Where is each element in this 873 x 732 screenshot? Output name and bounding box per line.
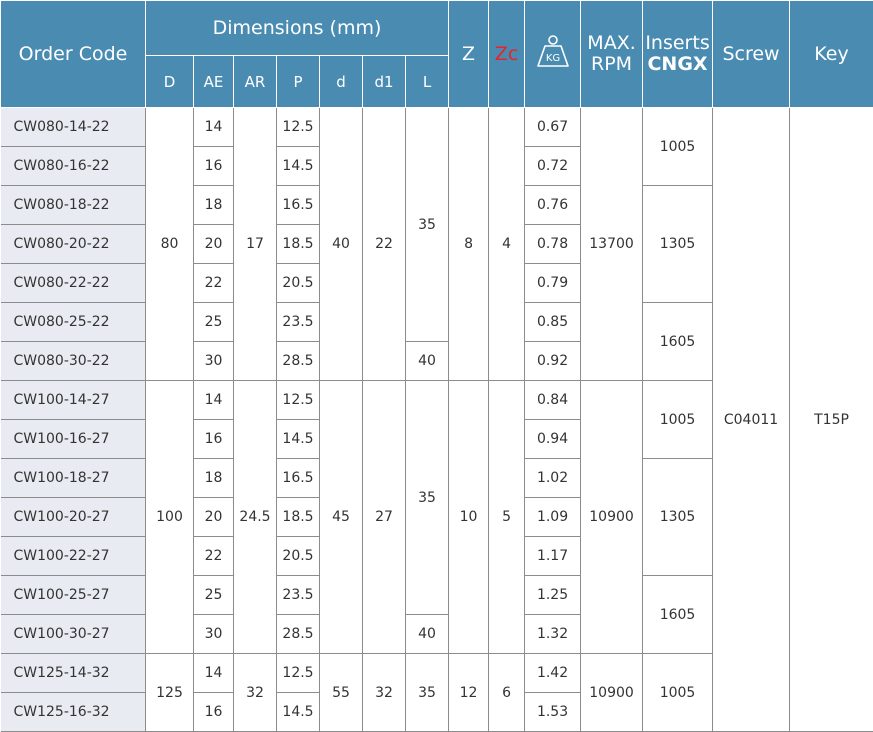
inserts-cell: 1005 <box>643 108 713 186</box>
inserts-cell: 1605 <box>643 576 713 654</box>
ae-cell: 14 <box>194 381 234 420</box>
d-small-cell: 45 <box>320 381 363 654</box>
p-cell: 23.5 <box>277 303 320 342</box>
z-cell: 12 <box>449 654 489 732</box>
header-max: MAX. <box>581 33 642 54</box>
kg-cell: 0.76 <box>525 186 581 225</box>
z-cell: 10 <box>449 381 489 654</box>
p-cell: 16.5 <box>277 186 320 225</box>
ae-cell: 14 <box>194 108 234 147</box>
order-code-cell: CW080-20-22 <box>1 225 146 264</box>
l-cell: 40 <box>406 342 449 381</box>
d-cell: 125 <box>146 654 194 732</box>
p-cell: 14.5 <box>277 693 320 732</box>
zc-cell: 5 <box>489 381 525 654</box>
header-d1: d1 <box>363 56 406 108</box>
header-zc <box>489 1 525 108</box>
kg-cell: 1.25 <box>525 576 581 615</box>
kg-cell: 0.67 <box>525 108 581 147</box>
kg-cell: 0.94 <box>525 420 581 459</box>
ae-cell: 25 <box>194 303 234 342</box>
order-code-cell: CW100-25-27 <box>1 576 146 615</box>
kg-cell: 0.84 <box>525 381 581 420</box>
ae-cell: 25 <box>194 576 234 615</box>
d-cell: 80 <box>146 108 194 381</box>
order-code-cell: CW100-14-27 <box>1 381 146 420</box>
p-cell: 14.5 <box>277 420 320 459</box>
ae-cell: 20 <box>194 498 234 537</box>
p-cell: 14.5 <box>277 147 320 186</box>
header-p: P <box>277 56 320 108</box>
ae-cell: 22 <box>194 264 234 303</box>
ar-cell: 32 <box>234 654 277 732</box>
header-zc-label: Zc <box>495 43 518 65</box>
kg-cell: 1.53 <box>525 693 581 732</box>
kg-cell: 0.79 <box>525 264 581 303</box>
ae-cell: 16 <box>194 147 234 186</box>
order-code-cell: CW080-25-22 <box>1 303 146 342</box>
kg-cell: 1.02 <box>525 459 581 498</box>
rpm-cell: 10900 <box>581 654 643 732</box>
p-cell: 12.5 <box>277 381 320 420</box>
l-cell: 35 <box>406 381 449 615</box>
ae-cell: 22 <box>194 537 234 576</box>
header-inserts-label: Inserts <box>643 33 712 54</box>
weight-kg-icon-text: KG <box>545 53 559 64</box>
d-small-cell: 55 <box>320 654 363 732</box>
p-cell: 20.5 <box>277 264 320 303</box>
rpm-cell: 13700 <box>581 108 643 381</box>
order-code-cell: CW125-14-32 <box>1 654 146 693</box>
kg-cell: 0.72 <box>525 147 581 186</box>
weight-kg-icon <box>534 33 572 71</box>
order-code-cell: CW080-22-22 <box>1 264 146 303</box>
d-small-cell: 40 <box>320 108 363 381</box>
p-cell: 12.5 <box>277 108 320 147</box>
order-code-cell: CW125-16-32 <box>1 693 146 732</box>
kg-cell: 0.85 <box>525 303 581 342</box>
header-ae: AE <box>194 56 234 108</box>
inserts-cell: 1605 <box>643 303 713 381</box>
l-cell: 35 <box>406 654 449 732</box>
kg-cell: 0.92 <box>525 342 581 381</box>
d-cell: 100 <box>146 381 194 654</box>
order-code-cell: CW080-18-22 <box>1 186 146 225</box>
ae-cell: 18 <box>194 459 234 498</box>
order-code-cell: CW100-22-27 <box>1 537 146 576</box>
p-cell: 12.5 <box>277 654 320 693</box>
order-code-cell: CW080-16-22 <box>1 147 146 186</box>
inserts-cell: 1305 <box>643 186 713 303</box>
ae-cell: 20 <box>194 225 234 264</box>
header-cngx: CNGX <box>643 54 712 75</box>
z-cell: 8 <box>449 108 489 381</box>
header-d-lower: d <box>320 56 363 108</box>
ae-cell: 14 <box>194 654 234 693</box>
table-row <box>1 108 873 147</box>
kg-cell: 1.32 <box>525 615 581 654</box>
zc-cell: 4 <box>489 108 525 381</box>
p-cell: 23.5 <box>277 576 320 615</box>
header-order-code: Order Code <box>1 1 146 108</box>
order-code-cell: CW100-16-27 <box>1 420 146 459</box>
p-cell: 20.5 <box>277 537 320 576</box>
order-code-cell: CW100-20-27 <box>1 498 146 537</box>
header-l: L <box>406 56 449 108</box>
header-max-rpm <box>581 1 643 108</box>
header-screw: Screw <box>713 1 790 108</box>
d1-cell: 27 <box>363 381 406 654</box>
p-cell: 28.5 <box>277 615 320 654</box>
ae-cell: 18 <box>194 186 234 225</box>
kg-cell: 1.42 <box>525 654 581 693</box>
zc-cell: 6 <box>489 654 525 732</box>
order-code-cell: CW100-18-27 <box>1 459 146 498</box>
kg-cell: 1.17 <box>525 537 581 576</box>
ar-cell: 17 <box>234 108 277 381</box>
l-cell: 40 <box>406 615 449 654</box>
d1-cell: 22 <box>363 108 406 381</box>
order-code-cell: CW100-30-27 <box>1 615 146 654</box>
key-cell: T15P <box>790 108 873 732</box>
ae-cell: 16 <box>194 693 234 732</box>
ae-cell: 30 <box>194 342 234 381</box>
header-inserts <box>643 1 713 108</box>
inserts-cell: 1005 <box>643 654 713 732</box>
inserts-cell: 1005 <box>643 381 713 459</box>
header-weight <box>525 1 581 108</box>
rpm-cell: 10900 <box>581 381 643 654</box>
header-d-upper: D <box>146 56 194 108</box>
kg-cell: 0.78 <box>525 225 581 264</box>
ar-cell: 24.5 <box>234 381 277 654</box>
p-cell: 18.5 <box>277 225 320 264</box>
p-cell: 18.5 <box>277 498 320 537</box>
ae-cell: 30 <box>194 615 234 654</box>
d1-cell: 32 <box>363 654 406 732</box>
header-rpm: RPM <box>581 54 642 75</box>
header-z: Z <box>449 1 489 108</box>
l-cell: 35 <box>406 108 449 342</box>
screw-cell: C04011 <box>713 108 790 732</box>
header-dimensions: Dimensions (mm) <box>146 1 449 56</box>
inserts-cell: 1305 <box>643 459 713 576</box>
p-cell: 28.5 <box>277 342 320 381</box>
ae-cell: 16 <box>194 420 234 459</box>
order-code-cell: CW080-14-22 <box>1 108 146 147</box>
header-ar: AR <box>234 56 277 108</box>
kg-cell: 1.09 <box>525 498 581 537</box>
order-code-cell: CW080-30-22 <box>1 342 146 381</box>
header-key: Key <box>790 1 873 108</box>
p-cell: 16.5 <box>277 459 320 498</box>
